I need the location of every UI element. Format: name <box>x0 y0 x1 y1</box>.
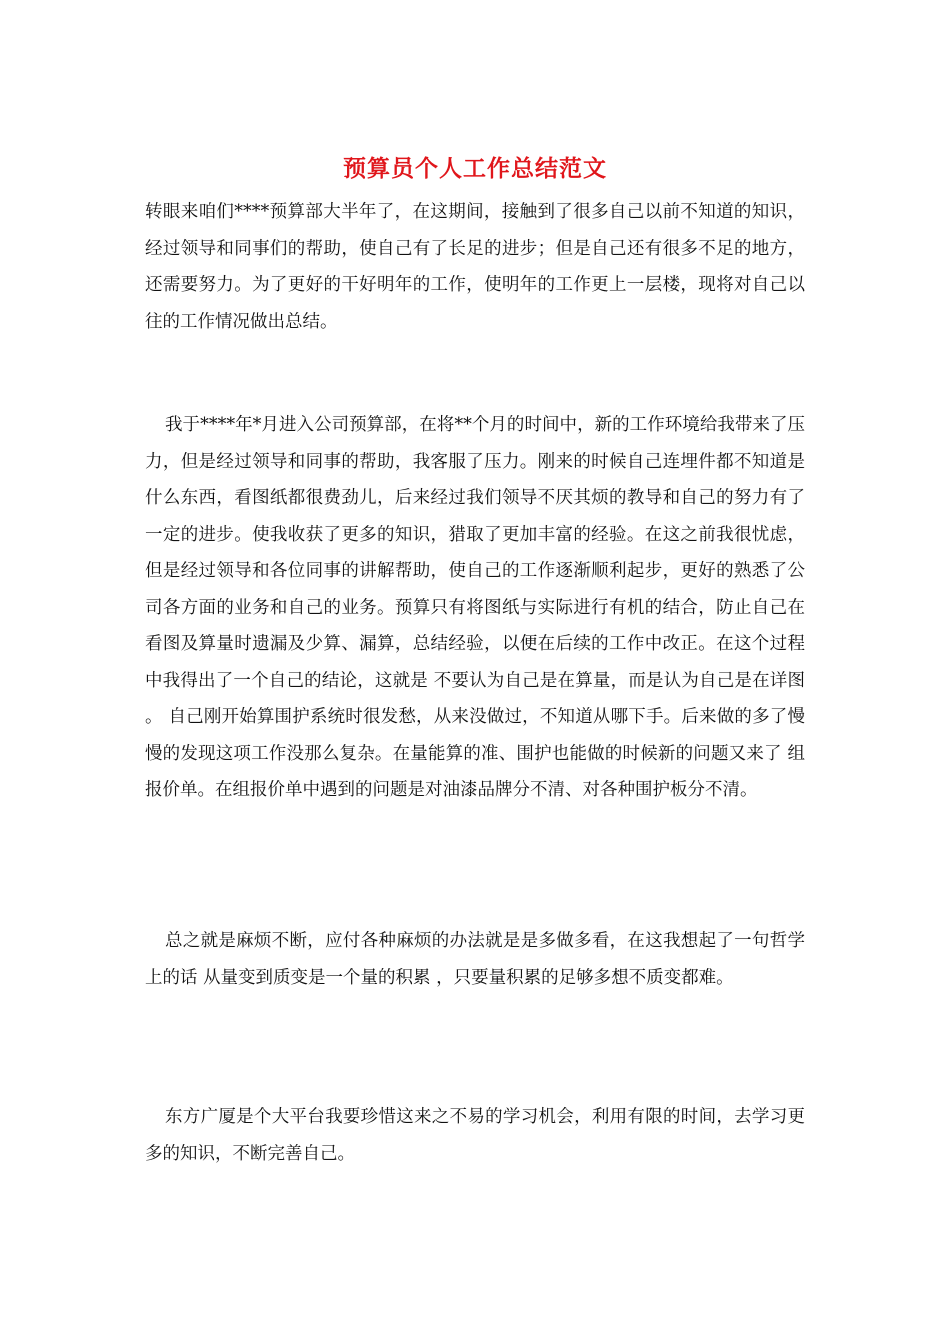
document-title: 预算员个人工作总结范文 <box>343 155 607 182</box>
paragraph-intro: 转眼来咱们****预算部大半年了，在这期间，接触到了很多自己以前不知道的知识，经过领导和同事们的帮助，使自己有了长足的进步；但是自己还有很多不足的地方，还需要努力。为了更好的干好明年的工作，使明年的工作更上一层楼，现将对自己以往的工作情况做出总结。 <box>145 202 805 332</box>
paragraph-closing: 东方广厦是个大平台我要珍惜这来之不易的学习机会，利用有限的时间，去学习更多的知识，不断完善自己。 <box>145 1107 805 1164</box>
paragraph-experience: 我于****年*月进入公司预算部，在将**个月的时间中，新的工作环境给我带来了压力，但是经过领导和同事的帮助，我客服了压力。刚来的时候自己连埋件都不知道是什么东西，看图纸都很费劲儿，后来经过我们领导不厌其烦的教导和自己的努力有了一定的进步。使我收获了更多的知识，猎取了更加丰富的经验。在这之前我很忧虑，但是经过领导和各位同事的讲解帮助，使自己的工作逐渐顺利起步，更好的熟悉了公司各方面的业务和自己的业务。预算只有将图纸与实际进行有机的结合，防止自己在看图及算量时遗漏及少算、漏算，总结经验，以便在后续的工作中改正。在这个过程中我得出了一个自己的结论，这就是 不要认为自己是在算量，而是认为自己是在详图 。 自己刚开始算围护系统时很发愁，从来没做过，不知道从哪下手。后来做的多了慢慢的发现这项工作没那么复杂。在量能算的准、围护也能做的时候新的问题又来了 组报价单。在组报价单中遇到的问题是对油漆品牌分不清、对各种围护板分不清。 <box>145 415 805 800</box>
paragraph-summary: 总之就是麻烦不断，应付各种麻烦的办法就是是多做多看，在这我想起了一句哲学上的话 从量变到质变是一个量的积累 ，只要量积累的足够多想不质变都难。 <box>145 931 805 988</box>
